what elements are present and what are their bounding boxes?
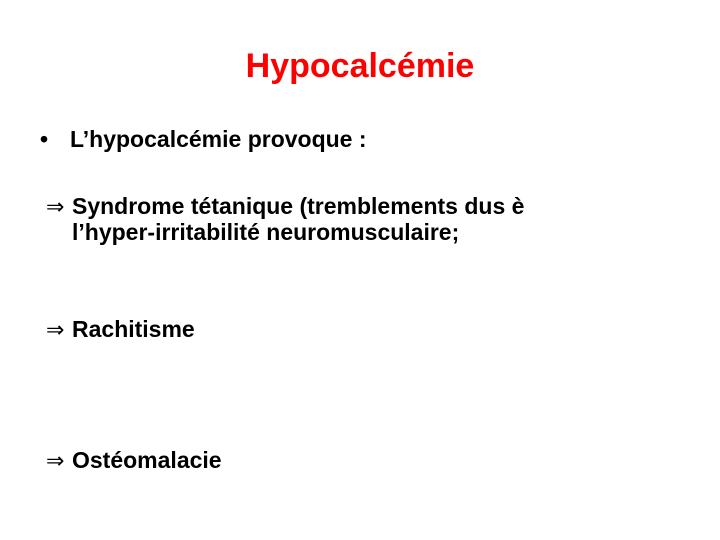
consequence-text: Ostéomalacie [72, 447, 222, 473]
bullet-text: L’hypocalcémie provoque : [70, 126, 367, 152]
consequence-text: Rachitisme [72, 316, 195, 342]
slide-title: Hypocalcémie [245, 47, 475, 85]
consequence-text-line1: Syndrome tétanique (tremblements dus è [72, 193, 525, 219]
implies-arrow-icon: ⇒ [46, 449, 65, 474]
consequence-item-osteomalacia [46, 448, 686, 474]
consequence-text-line2: l’hyper-irritabilité neuromusculaire; [72, 219, 460, 245]
bullet-point [40, 123, 367, 155]
implies-arrow-icon: ⇒ [46, 318, 65, 343]
implies-arrow-icon: ⇒ [46, 195, 65, 220]
consequence-item-tetany [46, 194, 686, 244]
bullet-dot-icon: • [40, 126, 49, 152]
consequence-item-rickets [46, 317, 686, 343]
